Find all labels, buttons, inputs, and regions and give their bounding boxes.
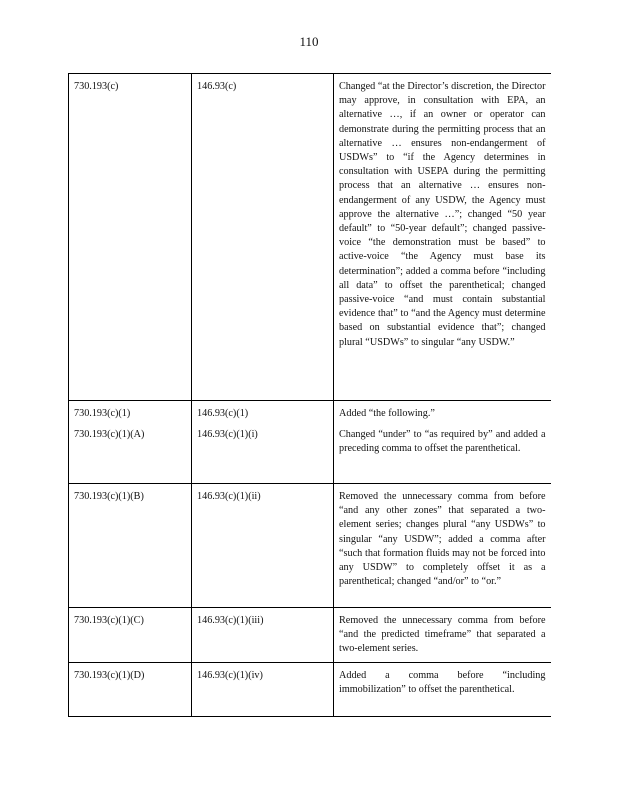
- old-section-cell: [69, 608, 192, 663]
- amendment-table: [68, 73, 551, 717]
- new-section-cell: [192, 401, 334, 484]
- change-description: Added “the following.”: [339, 408, 435, 419]
- table-row: [69, 608, 551, 663]
- new-section-cell: [192, 74, 334, 401]
- change-description-cell: [334, 401, 551, 484]
- old-section-cell: [69, 662, 192, 716]
- page-number: 110: [299, 34, 319, 49]
- old-section: 730.193(c): [74, 81, 119, 92]
- old-section: 730.193(c)(1): [74, 408, 131, 419]
- new-section: 146.93(c)(1)(ii): [197, 491, 261, 502]
- new-section: 146.93(c)(1)(i): [197, 429, 258, 441]
- old-section-cell: [69, 74, 192, 401]
- change-description-cell: [334, 662, 551, 716]
- table-row: [69, 74, 551, 401]
- change-description-cell: [334, 484, 551, 608]
- new-section: 146.93(c)(1): [197, 408, 249, 419]
- old-section-cell: [69, 484, 192, 608]
- old-section: 730.193(c)(1)(B): [74, 491, 144, 502]
- change-description: Changed “at the Director’s discretion, the Director may approve, in consultation with EPA, an alternative …, if an owner or operator can demonstrate during the permitting process that an alternative … ensures non-endangerment of USDWs” to “if the Agency determines in consultation with USEPA during the permitting process that an alternative … ensures non-endangerment of any USDW, the Agency must approve the alternative …”; changed “50 year default” to “50-year default”; changed passive-voice “the demonstration must be based” to active-voice “the Agency must base its determination”; added a comma before “including all data” to offset the parenthetical; changed passive-voice “and must contain substantial evidence that” to “and the Agency must determine based on substantial evidence that”; changed plural “USDWs” to singular “any USDW.”: [339, 81, 546, 348]
- old-section: 730.193(c)(1)(C): [74, 615, 144, 626]
- new-section-cell: [192, 662, 334, 716]
- change-description: Added a comma before “including immobilization” to offset the parenthetical.: [339, 669, 546, 695]
- old-section: 730.193(c)(1)(D): [74, 669, 145, 681]
- new-section-cell: [192, 608, 334, 663]
- change-description-cell: [334, 74, 551, 401]
- new-section: 146.93(c): [197, 81, 237, 92]
- table-row: [69, 401, 551, 484]
- old-section-cell: [69, 401, 192, 484]
- change-description: Removed the unnecessary comma from before “and any other zones” that separated a two-element series; changes plural “any USDWs” to singular “any USDW”; added a comma after “such that formation fluids may not be forced into any USDW” to completely offset it as a parenthetical; changed “and/or” to “or.”: [339, 491, 546, 588]
- change-description: Removed the unnecessary comma from before “and the predicted timeframe” that separated a two-element series.: [339, 615, 546, 655]
- table-row: [69, 662, 551, 716]
- old-section: 730.193(c)(1)(A): [74, 429, 145, 441]
- change-description: Changed “under” to “as required by” and added a preceding comma to offset the parenthetical.: [339, 429, 546, 455]
- new-section: 146.93(c)(1)(iii): [197, 615, 264, 626]
- change-description-cell: [334, 608, 551, 663]
- new-section: 146.93(c)(1)(iv): [197, 669, 263, 681]
- new-section-cell: [192, 484, 334, 608]
- table-row: [69, 484, 551, 608]
